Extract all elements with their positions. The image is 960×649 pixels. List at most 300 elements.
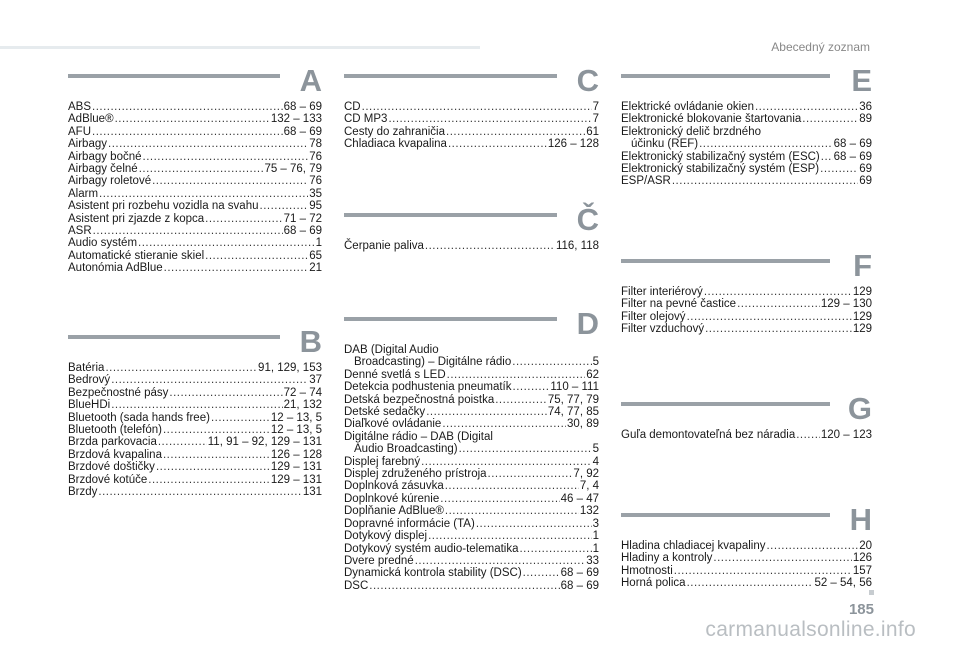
index-entry — [68, 436, 322, 448]
index-entry — [68, 486, 322, 498]
index-entry — [68, 213, 322, 225]
entry-label: Filter interiérový — [621, 286, 703, 298]
entry-row — [68, 250, 322, 262]
entry-pages: 68 – 69 — [833, 150, 872, 163]
entry-row — [68, 225, 322, 237]
index-entry — [68, 449, 322, 461]
section-letter: D — [576, 306, 599, 341]
section-f — [621, 250, 872, 336]
entry-row — [344, 443, 599, 455]
dot-leader — [687, 311, 852, 323]
section-letter: F — [853, 248, 872, 283]
entry-pages: 52 – 54, 56 — [814, 577, 872, 590]
entry-row — [621, 540, 872, 552]
entry-pages: 126 – 128 — [270, 448, 322, 461]
index-entry — [621, 429, 872, 441]
entry-pages: 132 — [579, 505, 599, 518]
entry-pages: 3 — [592, 517, 599, 530]
section-letter: G — [847, 391, 872, 426]
entry-label: CD — [344, 101, 361, 113]
dot-leader — [92, 101, 283, 113]
entry-label: Alarm — [68, 187, 99, 200]
entry-pages: 1 — [315, 237, 322, 250]
dot-leader — [704, 286, 852, 298]
dot-leader — [426, 406, 547, 418]
index-entry — [344, 456, 599, 468]
entry-label: Dynamická kontrola stability (DSC) — [344, 567, 522, 580]
dot-leader — [820, 163, 858, 175]
dot-leader — [523, 567, 560, 579]
entry-label: Bedrový — [68, 374, 111, 387]
entry-pages: 7, 92 — [573, 468, 599, 481]
entry-pages: 68 – 69 — [833, 138, 872, 151]
entry-pages: 91, 129, 153 — [258, 362, 322, 374]
entry-label: Elektrické ovládanie okien — [621, 101, 754, 113]
entry-pages: 78 — [309, 138, 322, 151]
index-entry — [344, 555, 599, 567]
section-header — [621, 504, 872, 540]
entry-pages: 7 — [592, 113, 599, 126]
entry-label: Airbagy roletové — [68, 175, 152, 188]
dot-leader — [672, 175, 858, 187]
entry-label: Čerpanie paliva — [344, 240, 424, 252]
entry-label: Filter olejový — [621, 310, 686, 323]
dot-leader — [99, 188, 308, 200]
entry-label: Cesty do zahraničia — [344, 125, 445, 138]
entry-label: Filter vzduchový — [621, 323, 705, 336]
entry-row — [344, 138, 599, 150]
entry-pages: 120 – 123 — [820, 429, 872, 441]
index-entry — [344, 394, 599, 406]
section-bar — [621, 402, 830, 406]
entry-pages: 1 — [592, 542, 599, 555]
entry-row — [68, 200, 322, 212]
entry-row — [68, 387, 322, 399]
entry-pages: 12 – 13, 5 — [270, 411, 322, 424]
entry-label: Doplnkové kúrenie — [344, 492, 440, 505]
entry-pages: 30, 89 — [567, 418, 599, 431]
index-list — [621, 101, 872, 188]
entry-row — [68, 188, 322, 200]
section-bar — [344, 317, 557, 321]
dot-leader — [156, 461, 270, 473]
section-bar — [621, 259, 830, 263]
entry-pages: 75 – 76, 79 — [264, 163, 322, 176]
index-entry — [621, 286, 872, 298]
dot-leader — [495, 394, 547, 406]
section-d — [344, 308, 599, 592]
entry-pages: 95 — [309, 200, 322, 213]
index-entry — [344, 138, 599, 150]
index-entry — [621, 323, 872, 335]
page-title: Abecedný zoznam — [771, 40, 870, 54]
section-header — [621, 393, 872, 429]
index-entry — [344, 530, 599, 542]
entry-row — [344, 126, 599, 138]
index-entry — [344, 468, 599, 480]
entry-row — [68, 126, 322, 138]
dot-leader — [115, 113, 270, 125]
entry-pages: 5 — [592, 356, 599, 369]
dot-leader — [802, 113, 858, 125]
entry-label: Diaľkové ovládanie — [344, 418, 442, 431]
dot-leader — [260, 200, 309, 212]
entry-label: Dotykový systém audio-telematika — [344, 542, 519, 555]
entry-pages: 69 — [859, 175, 872, 188]
entry-pages: 76 — [309, 150, 322, 163]
section-letter: Č — [576, 202, 599, 237]
entry-pages: 37 — [309, 374, 322, 387]
dot-leader — [737, 298, 820, 310]
index-list — [621, 429, 872, 441]
entry-label: Audio systém — [68, 237, 138, 250]
index-entry — [621, 126, 872, 151]
entry-row — [621, 101, 872, 113]
entry-pages: 129 – 130 — [820, 298, 872, 311]
entry-row — [344, 555, 599, 567]
entry-label: Dvere predné — [344, 554, 414, 567]
entry-row — [68, 399, 322, 411]
index-entry — [68, 362, 322, 374]
index-entry — [68, 101, 322, 113]
entry-label: Horná polica — [621, 577, 686, 590]
entry-row — [621, 323, 872, 335]
dot-leader — [205, 213, 282, 225]
dot-leader — [148, 474, 270, 486]
section-header — [68, 326, 322, 362]
entry-label: Bluetooth (telefón) — [68, 424, 162, 437]
entry-label: Hladina chladiacej kvapaliny — [621, 540, 766, 552]
index-entry — [68, 200, 322, 212]
entry-label-line1: DAB (Digital Audio — [344, 344, 439, 356]
watermark: carmanualsonline.info — [705, 618, 916, 641]
entry-pages: 33 — [586, 554, 599, 567]
section-letter: H — [849, 502, 872, 537]
section-header — [621, 250, 872, 286]
index-entry — [68, 461, 322, 473]
index-entry — [344, 518, 599, 530]
index-entry — [68, 412, 322, 424]
entry-row — [344, 580, 599, 592]
entry-row — [621, 151, 872, 163]
entry-pages: 68 – 69 — [283, 125, 322, 138]
dot-leader — [163, 449, 270, 461]
entry-row — [621, 577, 872, 589]
index-entry — [68, 374, 322, 386]
entry-label: Guľa demontovateľná bez náradia — [621, 429, 796, 441]
section-bar — [621, 513, 830, 517]
entry-row — [68, 362, 322, 374]
dot-leader — [440, 493, 559, 505]
entry-pages: 5 — [592, 443, 599, 456]
entry-label: Airbagy — [68, 138, 107, 151]
dot-leader — [448, 138, 547, 150]
entry-row — [621, 163, 872, 175]
entry-label: Detekcia podhustenia pneumatík — [344, 381, 512, 394]
entry-pages: 129 – 131 — [270, 461, 322, 474]
dot-leader — [755, 101, 858, 113]
entry-pages: 132 – 133 — [270, 113, 322, 126]
entry-label: účinku (REF) — [631, 138, 699, 151]
index-entry — [68, 188, 322, 200]
entry-pages: 68 – 69 — [560, 579, 599, 592]
index-entry — [344, 369, 599, 381]
section-header — [68, 65, 322, 101]
dot-leader — [111, 374, 308, 386]
page-number: 185 — [848, 601, 874, 618]
entry-pages: 157 — [852, 564, 872, 577]
entry-label: ESP/ASR — [621, 175, 671, 188]
index-entry — [68, 237, 322, 249]
entry-pages: 126 – 128 — [547, 138, 599, 151]
entry-label: Bluetooth (sada hands free) — [68, 411, 210, 424]
entry-label: Brzda parkovacia — [68, 436, 157, 449]
dot-leader — [111, 399, 282, 411]
entry-row — [68, 213, 322, 225]
index-entry — [621, 113, 872, 125]
section-bar — [344, 74, 557, 78]
entry-row — [621, 565, 872, 577]
entry-pages: 62 — [586, 368, 599, 381]
dot-leader — [425, 240, 555, 252]
index-entry — [621, 577, 872, 589]
section-b — [68, 326, 322, 498]
entry-pages: 131 — [302, 486, 322, 499]
entry-row — [344, 543, 599, 555]
dot-leader — [164, 262, 309, 274]
entry-pages: 12 – 13, 5 — [270, 424, 322, 437]
entry-label: Asistent pri zjazde z kopca — [68, 212, 205, 225]
entry-label: CD MP3 — [344, 113, 388, 126]
entry-row — [344, 394, 599, 406]
entry-label: Elektronické blokovanie štartovania — [621, 113, 802, 126]
entry-pages: 129 — [852, 286, 872, 298]
index-entry — [68, 175, 322, 187]
entry-pages: 46 – 47 — [560, 492, 599, 505]
index-entry — [344, 126, 599, 138]
section-letter: B — [299, 324, 322, 359]
entry-pages: 75, 77, 79 — [547, 393, 599, 406]
dot-leader — [766, 540, 858, 552]
section-header — [344, 65, 599, 101]
section-letter: E — [851, 63, 872, 98]
index-list — [68, 101, 322, 275]
entry-label: AFU — [68, 125, 91, 138]
entry-pages: 4 — [592, 455, 599, 468]
section-e — [621, 65, 872, 188]
index-entry — [621, 540, 872, 552]
index-entry — [621, 151, 872, 163]
entry-row — [68, 374, 322, 386]
index-entry — [68, 126, 322, 138]
entry-label: Broadcasting) – Digitálne rádio — [354, 356, 512, 369]
index-entry — [621, 163, 872, 175]
section-a — [68, 65, 322, 275]
dot-leader — [476, 518, 592, 530]
index-entry — [68, 138, 322, 150]
entry-label: Denné svetlá s LED — [344, 368, 446, 381]
entry-row — [344, 530, 599, 542]
index-entry — [344, 113, 599, 125]
entry-row — [621, 175, 872, 187]
index-entry — [68, 250, 322, 262]
dot-leader — [705, 323, 852, 335]
entry-pages: 68 – 69 — [560, 567, 599, 580]
entry-pages: 126 — [852, 552, 872, 565]
entry-pages: 7, 4 — [579, 480, 599, 493]
dot-leader — [108, 138, 308, 150]
dot-leader — [205, 250, 308, 262]
entry-row — [344, 101, 599, 113]
entry-pages: 74, 77, 85 — [547, 406, 599, 419]
entry-pages: 7 — [592, 101, 599, 113]
entry-label: Detská bezpečnostná poistka — [344, 393, 495, 406]
entry-pages: 129 — [852, 310, 872, 323]
entry-label: Airbagy bočné — [68, 150, 142, 163]
section-c-caron — [344, 204, 599, 252]
index-entry — [68, 151, 322, 163]
index-entry — [344, 418, 599, 430]
index-entry — [344, 505, 599, 517]
dot-leader — [821, 151, 833, 163]
dot-leader — [488, 468, 573, 480]
index-entry — [344, 344, 599, 369]
entry-row — [68, 412, 322, 424]
index-list — [621, 286, 872, 336]
entry-label: Audio Broadcasting) — [354, 443, 458, 456]
entry-row — [68, 474, 322, 486]
section-bar — [68, 74, 280, 78]
section-bar — [344, 213, 557, 217]
section-header — [621, 65, 872, 101]
index-entry — [68, 474, 322, 486]
dot-leader — [674, 565, 852, 577]
index-entry — [344, 543, 599, 555]
entry-label: Elektronický stabilizačný systém (ESP) — [621, 163, 820, 176]
entry-label: Doplnková zásuvka — [344, 480, 444, 493]
entry-row — [68, 151, 322, 163]
dot-leader — [211, 412, 270, 424]
entry-label: Elektronický stabilizačný systém (ESC) — [621, 150, 820, 163]
entry-pages: 68 – 69 — [283, 225, 322, 238]
index-entry — [344, 480, 599, 492]
dot-leader — [93, 225, 283, 237]
index-entry — [621, 552, 872, 564]
entry-pages: 21 — [309, 262, 322, 275]
entry-row — [68, 163, 322, 175]
index-entry — [344, 406, 599, 418]
section-g — [621, 393, 872, 441]
entry-row — [68, 449, 322, 461]
dot-leader — [428, 530, 592, 542]
dot-leader — [699, 138, 833, 150]
entry-row — [68, 237, 322, 249]
entry-label: Detské sedačky — [344, 406, 426, 419]
dot-leader — [369, 580, 559, 592]
dot-leader — [92, 126, 283, 138]
dot-leader — [713, 552, 851, 564]
entry-pages: 1 — [592, 530, 599, 543]
entry-label: Filter na pevné častice — [621, 298, 737, 311]
entry-label-line1: Elektronický delič brzdného — [621, 125, 761, 138]
section-bar — [68, 335, 280, 339]
index-entry — [621, 565, 872, 577]
dot-leader — [163, 424, 270, 436]
entry-label: Brzdové kotúče — [68, 473, 148, 486]
dot-leader — [447, 369, 586, 381]
index-entry — [344, 240, 599, 252]
entry-row — [621, 552, 872, 564]
entry-label: ABS — [68, 101, 92, 113]
entry-row — [621, 298, 872, 310]
index-list — [68, 362, 322, 498]
index-entry — [621, 101, 872, 113]
entry-row — [68, 424, 322, 436]
dot-leader — [143, 151, 309, 163]
dot-leader — [138, 237, 315, 249]
dot-leader — [459, 443, 592, 455]
entry-pages: 71 – 72 — [283, 212, 322, 225]
corner-marker — [869, 590, 874, 595]
index-list — [344, 344, 599, 592]
dot-leader — [796, 429, 820, 441]
index-entry — [621, 311, 872, 323]
dot-leader — [415, 555, 586, 567]
section-bar — [621, 74, 830, 78]
index-entry — [344, 101, 599, 113]
dot-leader — [388, 113, 591, 125]
entry-label: Displej združeného prístroja — [344, 468, 487, 481]
index-entry — [344, 567, 599, 579]
entry-label: BlueHDi — [68, 399, 111, 412]
entry-label: Dopravné informácie (TA) — [344, 517, 475, 530]
dot-leader — [442, 418, 566, 430]
index-entry — [68, 163, 322, 175]
index-entry — [68, 424, 322, 436]
entry-row — [344, 518, 599, 530]
index-entry — [68, 262, 322, 274]
index-entry — [68, 113, 322, 125]
index-entry — [621, 175, 872, 187]
entry-pages: 20 — [859, 540, 872, 552]
dot-leader — [687, 577, 814, 589]
index-entry — [68, 225, 322, 237]
index-list — [344, 240, 599, 252]
dot-leader — [152, 175, 308, 187]
index-entry — [344, 580, 599, 592]
entry-label: AdBlue® — [68, 113, 114, 126]
entry-row — [68, 461, 322, 473]
entry-row — [68, 436, 322, 448]
entry-pages: 69 — [859, 163, 872, 176]
dot-leader — [519, 543, 591, 555]
entry-row — [621, 286, 872, 298]
index-entry — [621, 298, 872, 310]
entry-row — [68, 486, 322, 498]
entry-row — [344, 468, 599, 480]
entry-label: Chladiaca kvapalina — [344, 138, 447, 151]
entry-label: DSC — [344, 579, 369, 592]
entry-row — [344, 406, 599, 418]
entry-label: Bezpečnostné pásy — [68, 386, 169, 399]
dot-leader — [446, 126, 585, 138]
entry-pages: 110 – 111 — [550, 381, 599, 394]
dot-leader — [445, 505, 579, 517]
dot-leader — [169, 387, 282, 399]
entry-row — [344, 493, 599, 505]
dot-leader — [139, 163, 264, 175]
entry-pages: 68 – 69 — [283, 101, 322, 113]
